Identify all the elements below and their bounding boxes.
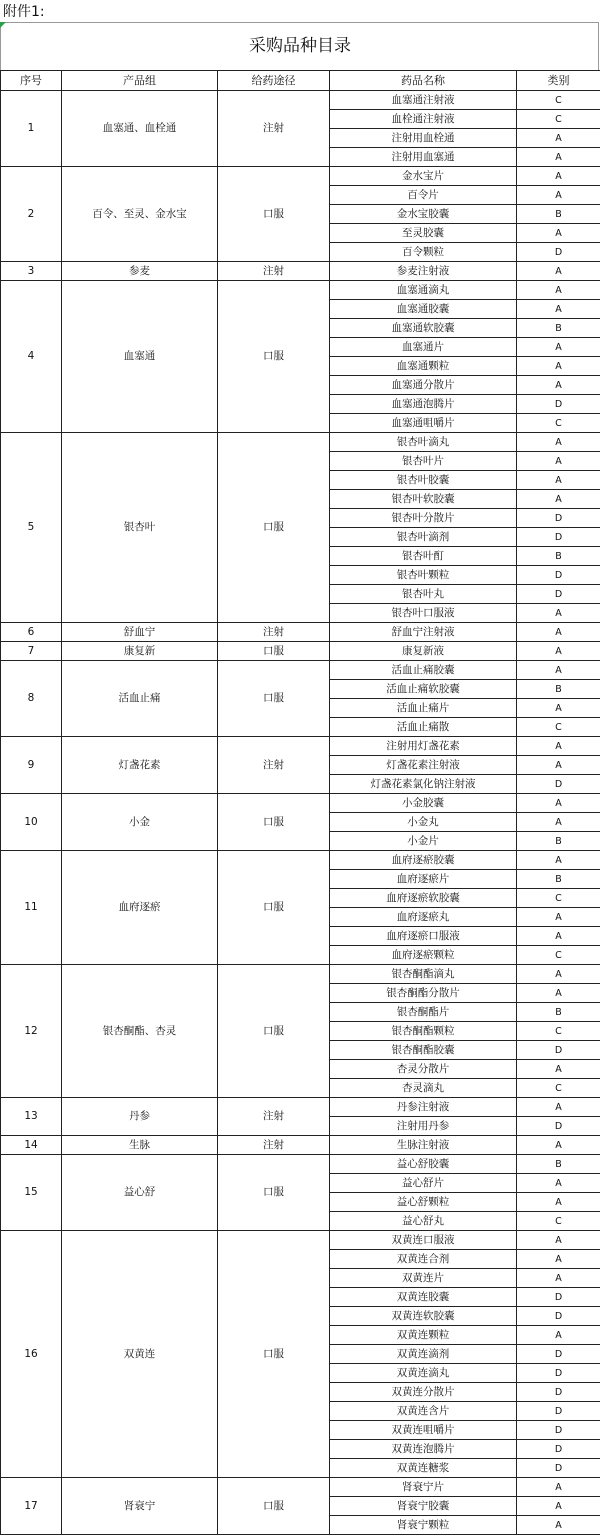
product-group-cell: 益心舒: [62, 1155, 218, 1231]
drug-name-cell: 灯盏花素氯化钠注射液: [330, 775, 517, 794]
drug-name-cell: 银杏叶酊: [330, 547, 517, 566]
category-cell: A: [517, 1231, 600, 1250]
drug-name-cell: 血塞通注射液: [330, 91, 517, 110]
category-cell: D: [517, 509, 600, 528]
product-group-cell: 活血止痛: [62, 661, 218, 737]
category-cell: D: [517, 775, 600, 794]
drug-name-cell: 活血止痛软胶囊: [330, 680, 517, 699]
drug-name-cell: 康复新液: [330, 642, 517, 661]
category-cell: D: [517, 566, 600, 585]
category-cell: B: [517, 680, 600, 699]
category-cell: A: [517, 984, 600, 1003]
product-group-cell: 银杏酮酯、杏灵: [62, 965, 218, 1098]
table-row: [1, 623, 600, 642]
category-cell: A: [517, 490, 600, 509]
category-cell: C: [517, 91, 600, 110]
category-cell: A: [517, 186, 600, 205]
category-cell: A: [517, 1060, 600, 1079]
group-number-cell: 10: [1, 794, 62, 851]
route-cell: 注射: [218, 1136, 330, 1155]
drug-name-cell: 双黄连滴丸: [330, 1364, 517, 1383]
drug-name-cell: 肾衰宁片: [330, 1478, 517, 1497]
category-cell: A: [517, 1250, 600, 1269]
drug-name-cell: 至灵胶囊: [330, 224, 517, 243]
category-cell: A: [517, 376, 600, 395]
drug-name-cell: 血塞通软胶囊: [330, 319, 517, 338]
table-row: [1, 91, 600, 110]
drug-name-cell: 益心舒片: [330, 1174, 517, 1193]
drug-name-cell: 百令颗粒: [330, 243, 517, 262]
category-cell: A: [517, 965, 600, 984]
group-number-cell: 2: [1, 167, 62, 262]
product-group-cell: 丹参: [62, 1098, 218, 1136]
drug-name-cell: 银杏叶片: [330, 452, 517, 471]
drug-name-cell: 血栓通注射液: [330, 110, 517, 129]
drug-name-cell: 益心舒颗粒: [330, 1193, 517, 1212]
header-route: 给药途径: [218, 71, 330, 91]
drug-name-cell: 参麦注射液: [330, 262, 517, 281]
route-cell: 注射: [218, 737, 330, 794]
category-cell: B: [517, 1155, 600, 1174]
drug-name-cell: 注射用血栓通: [330, 129, 517, 148]
category-cell: A: [517, 452, 600, 471]
drug-name-cell: 血塞通分散片: [330, 376, 517, 395]
category-cell: B: [517, 832, 600, 851]
drug-name-cell: 双黄连含片: [330, 1402, 517, 1421]
category-cell: B: [517, 870, 600, 889]
category-cell: D: [517, 1459, 600, 1478]
drug-name-cell: 丹参注射液: [330, 1098, 517, 1117]
drug-name-cell: 注射用血塞通: [330, 148, 517, 167]
category-cell: A: [517, 148, 600, 167]
category-cell: A: [517, 338, 600, 357]
drug-name-cell: 血府逐瘀颗粒: [330, 946, 517, 965]
drug-name-cell: 活血止痛散: [330, 718, 517, 737]
category-cell: D: [517, 1345, 600, 1364]
route-cell: 口服: [218, 1155, 330, 1231]
category-cell: A: [517, 794, 600, 813]
drug-name-cell: 百令片: [330, 186, 517, 205]
drug-name-cell: 银杏酮酯分散片: [330, 984, 517, 1003]
drug-name-cell: 双黄连滴剂: [330, 1345, 517, 1364]
drug-name-cell: 灯盏花素注射液: [330, 756, 517, 775]
category-cell: A: [517, 699, 600, 718]
drug-name-cell: 小金胶囊: [330, 794, 517, 813]
drug-name-cell: 血塞通片: [330, 338, 517, 357]
table-row: [1, 794, 600, 813]
category-cell: D: [517, 243, 600, 262]
category-cell: C: [517, 1079, 600, 1098]
route-cell: 注射: [218, 262, 330, 281]
product-group-cell: 参麦: [62, 262, 218, 281]
drug-name-cell: 生脉注射液: [330, 1136, 517, 1155]
drug-name-cell: 双黄连颗粒: [330, 1326, 517, 1345]
header-drug-name: 药品名称: [330, 71, 517, 91]
drug-name-cell: 益心舒胶囊: [330, 1155, 517, 1174]
drug-name-cell: 舒血宁注射液: [330, 623, 517, 642]
route-cell: 口服: [218, 642, 330, 661]
drug-name-cell: 血塞通颗粒: [330, 357, 517, 376]
drug-name-cell: 血塞通泡腾片: [330, 395, 517, 414]
category-cell: C: [517, 110, 600, 129]
table-row: [1, 851, 600, 870]
table-row: [1, 1098, 600, 1117]
drug-name-cell: 活血止痛胶囊: [330, 661, 517, 680]
drug-name-cell: 银杏酮酯颗粒: [330, 1022, 517, 1041]
table-row: [1, 433, 600, 452]
table-row: [1, 262, 600, 281]
drug-name-cell: 小金片: [330, 832, 517, 851]
category-cell: A: [517, 167, 600, 186]
category-cell: A: [517, 300, 600, 319]
product-group-cell: 小金: [62, 794, 218, 851]
drug-name-cell: 双黄连胶囊: [330, 1288, 517, 1307]
category-cell: A: [517, 604, 600, 623]
route-cell: 口服: [218, 794, 330, 851]
route-cell: 口服: [218, 281, 330, 433]
category-cell: A: [517, 1269, 600, 1288]
group-number-cell: 3: [1, 262, 62, 281]
header-no: 序号: [1, 71, 62, 91]
category-cell: A: [517, 813, 600, 832]
route-cell: 口服: [218, 1478, 330, 1535]
drug-name-cell: 银杏叶颗粒: [330, 566, 517, 585]
group-number-cell: 9: [1, 737, 62, 794]
category-cell: B: [517, 205, 600, 224]
category-cell: A: [517, 1516, 600, 1535]
group-number-cell: 11: [1, 851, 62, 965]
drug-name-cell: 银杏叶丸: [330, 585, 517, 604]
category-cell: B: [517, 319, 600, 338]
table-row: [1, 1478, 600, 1497]
group-number-cell: 4: [1, 281, 62, 433]
group-number-cell: 7: [1, 642, 62, 661]
category-cell: A: [517, 737, 600, 756]
category-cell: D: [517, 528, 600, 547]
route-cell: 口服: [218, 965, 330, 1098]
category-cell: A: [517, 1098, 600, 1117]
category-cell: D: [517, 1440, 600, 1459]
route-cell: 口服: [218, 167, 330, 262]
table-row: [1, 1136, 600, 1155]
group-number-cell: 1: [1, 91, 62, 167]
drug-name-cell: 注射用丹参: [330, 1117, 517, 1136]
header-category: 类别: [517, 71, 600, 91]
category-cell: A: [517, 224, 600, 243]
drug-name-cell: 肾衰宁胶囊: [330, 1497, 517, 1516]
drug-name-cell: 双黄连泡腾片: [330, 1440, 517, 1459]
catalog-table: [0, 70, 600, 1535]
table-row: [1, 737, 600, 756]
route-cell: 注射: [218, 1098, 330, 1136]
product-group-cell: 血塞通、血栓通: [62, 91, 218, 167]
product-group-cell: 双黄连: [62, 1231, 218, 1478]
drug-name-cell: 银杏叶分散片: [330, 509, 517, 528]
route-cell: 口服: [218, 433, 330, 623]
drug-name-cell: 银杏酮酯片: [330, 1003, 517, 1022]
product-group-cell: 舒血宁: [62, 623, 218, 642]
product-group-cell: 血府逐瘀: [62, 851, 218, 965]
product-group-cell: 银杏叶: [62, 433, 218, 623]
drug-name-cell: 银杏叶口服液: [330, 604, 517, 623]
product-group-cell: 生脉: [62, 1136, 218, 1155]
category-cell: A: [517, 1193, 600, 1212]
product-group-cell: 灯盏花素: [62, 737, 218, 794]
attachment-label: 附件1:: [3, 4, 45, 20]
group-number-cell: 12: [1, 965, 62, 1098]
category-cell: A: [517, 623, 600, 642]
category-cell: D: [517, 1364, 600, 1383]
category-cell: D: [517, 1117, 600, 1136]
category-cell: A: [517, 1478, 600, 1497]
drug-name-cell: 银杏叶软胶囊: [330, 490, 517, 509]
category-cell: C: [517, 1022, 600, 1041]
category-cell: A: [517, 661, 600, 680]
category-cell: A: [517, 851, 600, 870]
category-cell: D: [517, 1421, 600, 1440]
page-title: 采购品种目录: [249, 36, 351, 56]
category-cell: D: [517, 1383, 600, 1402]
group-number-cell: 14: [1, 1136, 62, 1155]
product-group-cell: 血塞通: [62, 281, 218, 433]
drug-name-cell: 血塞通胶囊: [330, 300, 517, 319]
category-cell: A: [517, 281, 600, 300]
group-number-cell: 17: [1, 1478, 62, 1535]
table-row: [1, 661, 600, 680]
drug-name-cell: 银杏酮酯胶囊: [330, 1041, 517, 1060]
category-cell: D: [517, 585, 600, 604]
category-cell: B: [517, 1003, 600, 1022]
group-number-cell: 16: [1, 1231, 62, 1478]
category-cell: C: [517, 718, 600, 737]
drug-name-cell: 银杏叶胶囊: [330, 471, 517, 490]
category-cell: C: [517, 1212, 600, 1231]
category-cell: D: [517, 1307, 600, 1326]
category-cell: A: [517, 129, 600, 148]
drug-name-cell: 活血止痛片: [330, 699, 517, 718]
category-cell: A: [517, 908, 600, 927]
drug-name-cell: 注射用灯盏花素: [330, 737, 517, 756]
category-cell: C: [517, 946, 600, 965]
table-row: [1, 965, 600, 984]
drug-name-cell: 血塞通咀嚼片: [330, 414, 517, 433]
category-cell: A: [517, 642, 600, 661]
category-cell: A: [517, 1136, 600, 1155]
category-cell: D: [517, 395, 600, 414]
header-group: 产品组: [62, 71, 218, 91]
drug-name-cell: 双黄连软胶囊: [330, 1307, 517, 1326]
table-row: [1, 1231, 600, 1250]
category-cell: C: [517, 889, 600, 908]
drug-name-cell: 银杏叶滴剂: [330, 528, 517, 547]
group-number-cell: 13: [1, 1098, 62, 1136]
drug-name-cell: 银杏酮酯滴丸: [330, 965, 517, 984]
drug-name-cell: 杏灵分散片: [330, 1060, 517, 1079]
category-cell: D: [517, 1402, 600, 1421]
drug-name-cell: 双黄连分散片: [330, 1383, 517, 1402]
category-cell: D: [517, 1288, 600, 1307]
drug-name-cell: 血府逐瘀软胶囊: [330, 889, 517, 908]
category-cell: C: [517, 414, 600, 433]
table-row: [1, 167, 600, 186]
route-cell: 口服: [218, 1231, 330, 1478]
group-number-cell: 8: [1, 661, 62, 737]
cell-corner-marker: [0, 22, 6, 28]
drug-name-cell: 血塞通滴丸: [330, 281, 517, 300]
drug-name-cell: 双黄连咀嚼片: [330, 1421, 517, 1440]
drug-name-cell: 益心舒丸: [330, 1212, 517, 1231]
drug-name-cell: 金水宝片: [330, 167, 517, 186]
product-group-cell: 康复新: [62, 642, 218, 661]
table-body: [1, 91, 600, 1535]
product-group-cell: 肾衰宁: [62, 1478, 218, 1535]
product-group-cell: 百令、至灵、金水宝: [62, 167, 218, 262]
drug-name-cell: 血府逐瘀口服液: [330, 927, 517, 946]
category-cell: A: [517, 927, 600, 946]
table-row: [1, 1155, 600, 1174]
route-cell: 注射: [218, 623, 330, 642]
category-cell: A: [517, 756, 600, 775]
category-cell: A: [517, 1174, 600, 1193]
category-cell: A: [517, 1326, 600, 1345]
table-row: [1, 281, 600, 300]
category-cell: A: [517, 262, 600, 281]
drug-name-cell: 金水宝胶囊: [330, 205, 517, 224]
category-cell: A: [517, 1497, 600, 1516]
table-row: [1, 642, 600, 661]
drug-name-cell: 血府逐瘀丸: [330, 908, 517, 927]
drug-name-cell: 血府逐瘀片: [330, 870, 517, 889]
group-number-cell: 6: [1, 623, 62, 642]
category-cell: A: [517, 471, 600, 490]
category-cell: D: [517, 1041, 600, 1060]
route-cell: 注射: [218, 91, 330, 167]
route-cell: 口服: [218, 851, 330, 965]
category-cell: A: [517, 433, 600, 452]
drug-name-cell: 银杏叶滴丸: [330, 433, 517, 452]
group-number-cell: 5: [1, 433, 62, 623]
drug-name-cell: 血府逐瘀胶囊: [330, 851, 517, 870]
group-number-cell: 15: [1, 1155, 62, 1231]
drug-name-cell: 肾衰宁颗粒: [330, 1516, 517, 1535]
drug-name-cell: 双黄连片: [330, 1269, 517, 1288]
drug-name-cell: 杏灵滴丸: [330, 1079, 517, 1098]
drug-name-cell: 双黄连合剂: [330, 1250, 517, 1269]
drug-name-cell: 双黄连糖浆: [330, 1459, 517, 1478]
drug-name-cell: 双黄连口服液: [330, 1231, 517, 1250]
category-cell: B: [517, 547, 600, 566]
category-cell: A: [517, 357, 600, 376]
header-row: [1, 71, 600, 91]
drug-name-cell: 小金丸: [330, 813, 517, 832]
route-cell: 口服: [218, 661, 330, 737]
